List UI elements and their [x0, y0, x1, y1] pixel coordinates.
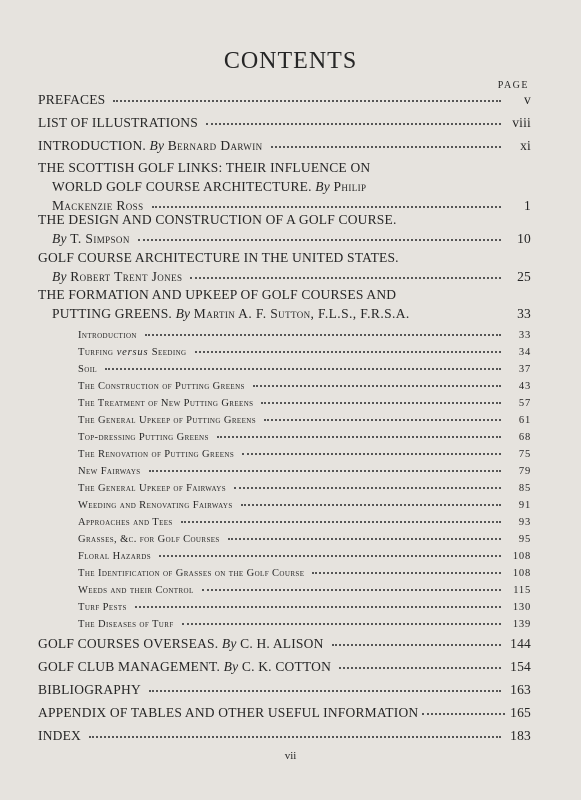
toc-subentry[interactable] — [78, 445, 531, 460]
toc-subentry[interactable] — [78, 598, 531, 613]
entry-title — [38, 636, 324, 652]
entry-page: 1 — [524, 198, 531, 213]
toc-entry-design-and-construction[interactable] — [38, 212, 531, 247]
leader-dots — [206, 113, 501, 125]
subentry-page: 34 — [518, 347, 531, 358]
subentry-title: The General Upkeep of Putting Greens — [78, 415, 257, 426]
leader-dots — [113, 90, 501, 102]
subentry-title: The Renovation of Putting Greens — [78, 449, 235, 460]
author-prefix: By — [223, 659, 239, 674]
leader-dots — [182, 613, 501, 625]
toc-subentry[interactable] — [78, 530, 531, 545]
subentry-page: 91 — [518, 500, 531, 511]
page-column-label: PAGE — [497, 80, 529, 91]
subentry-title: The Construction of Putting Greens — [78, 381, 245, 392]
leader-dots — [149, 680, 501, 692]
leader-dots — [195, 341, 502, 353]
entry-title — [38, 659, 331, 675]
subentry-page: 139 — [512, 619, 531, 630]
leader-dots — [149, 460, 501, 472]
leader-dots — [241, 494, 501, 506]
author-prefix: By — [149, 138, 165, 153]
entry-author-line — [38, 231, 130, 247]
toc-subentry[interactable] — [78, 581, 531, 596]
toc-subentry[interactable] — [78, 479, 531, 494]
entry-title-text: INTRODUCTION. — [38, 138, 146, 153]
toc-entry-scottish-golf-links[interactable] — [38, 160, 531, 214]
entry-author-cont: Mackenzie Ross — [52, 198, 144, 213]
entry-title-cont — [38, 306, 410, 322]
toc-subentry[interactable] — [78, 513, 531, 528]
leader-dots — [135, 596, 501, 608]
toc-subentry[interactable] — [78, 564, 531, 579]
entry-title: APPENDIX OF TABLES AND OTHER USEFUL INFORMATION — [38, 705, 419, 720]
entry-title: THE DESIGN AND CONSTRUCTION OF A GOLF COURSE. — [38, 212, 397, 227]
subentry-title-part: Seeding — [151, 347, 187, 358]
toc-entry-formation-and-upkeep[interactable] — [38, 287, 531, 322]
entry-author: T. Simpson — [70, 231, 130, 246]
leader-dots — [234, 477, 501, 489]
leader-dots — [145, 324, 501, 336]
subentry-title: Introduction — [78, 330, 137, 341]
leader-dots — [242, 443, 501, 455]
leader-dots — [190, 267, 501, 279]
entry-page: 165 — [510, 705, 531, 720]
entry-author: Robert Trent Jones — [70, 269, 183, 284]
entry-title-cont — [38, 179, 366, 195]
leader-dots — [312, 562, 501, 574]
entry-title: THE SCOTTISH GOLF LINKS: THEIR INFLUENCE ON — [38, 160, 371, 175]
leader-dots — [228, 528, 501, 540]
entry-author: Bernard Darwin — [167, 138, 263, 153]
author-prefix: By — [221, 636, 237, 651]
entry-title — [38, 138, 263, 154]
leader-dots — [339, 657, 501, 669]
subentry-page: 85 — [518, 483, 531, 494]
toc-subentry[interactable] — [78, 496, 531, 511]
subentry-page: 57 — [518, 398, 531, 409]
leader-dots — [253, 375, 501, 387]
subentry-title-italic: versus — [116, 347, 149, 358]
leader-dots — [138, 229, 501, 241]
entry-title-line2: WORLD GOLF COURSE ARCHITECTURE. — [52, 179, 312, 194]
subentry-page: 130 — [512, 602, 531, 613]
toc-entry-golf-courses-overseas[interactable] — [38, 636, 531, 652]
subentry-title-part: Turfing — [78, 347, 114, 358]
subentry-page: 37 — [518, 364, 531, 375]
author-prefix: By — [315, 179, 330, 194]
leader-dots — [181, 511, 501, 523]
author-prefix: By — [52, 269, 67, 284]
toc-entry-bibliography[interactable] — [38, 682, 531, 698]
entry-title-line2: PUTTING GREENS. — [52, 306, 172, 321]
subentry-title: The Treatment of New Putting Greens — [78, 398, 254, 409]
leader-dots — [105, 358, 501, 370]
leader-dots — [217, 426, 501, 438]
entry-title: THE FORMATION AND UPKEEP OF GOLF COURSES AND — [38, 287, 397, 302]
entry-page: 25 — [517, 269, 531, 284]
toc-subentry[interactable] — [78, 394, 531, 409]
entry-page: 10 — [517, 231, 531, 246]
toc-subentry[interactable] — [78, 326, 531, 341]
subentry-title: The Identification of Grasses on the Golf Course — [78, 568, 305, 579]
toc-subentry[interactable] — [78, 411, 531, 426]
entry-page: viii — [512, 115, 531, 130]
subentry-title: The Diseases of Turf — [78, 619, 174, 630]
leader-dots — [271, 136, 502, 148]
subentry-page: 75 — [518, 449, 531, 460]
subentry-title: Soil — [78, 364, 98, 375]
entry-page: xi — [520, 138, 531, 153]
entry-author: Martin A. F. Sutton, F.L.S., F.R.S.A. — [193, 306, 410, 321]
toc-entry-introduction[interactable] — [38, 138, 531, 154]
toc-entry-prefaces[interactable] — [38, 92, 531, 108]
toc-entry-index[interactable] — [38, 728, 531, 744]
subentry-title: Turf Pests — [78, 602, 127, 613]
entry-page: v — [524, 92, 531, 107]
leader-dots — [422, 703, 505, 715]
page-number: vii — [284, 750, 297, 762]
entry-title-text: GOLF COURSES OVERSEAS. — [38, 636, 219, 651]
toc-subentry[interactable] — [78, 615, 531, 630]
subentry-page: 33 — [518, 330, 531, 341]
page-title: CONTENTS — [223, 48, 358, 74]
subentry-title — [78, 347, 187, 358]
entry-page: 154 — [510, 659, 531, 674]
subentry-title: Top-dressing Putting Greens — [78, 432, 209, 443]
author-prefix: By — [52, 231, 67, 246]
subentry-page: 93 — [518, 517, 531, 528]
subentry-title: New Fairways — [78, 466, 141, 477]
subentry-page: 43 — [518, 381, 531, 392]
subentry-title: The General Upkeep of Fairways — [78, 483, 227, 494]
subentry-page: 68 — [518, 432, 531, 443]
leader-dots — [261, 392, 501, 404]
subentry-title: Weeding and Renovating Fairways — [78, 500, 233, 511]
entry-author-line — [38, 269, 182, 285]
subentry-page: 95 — [518, 534, 531, 545]
subentry-page: 108 — [512, 551, 531, 562]
leader-dots — [202, 579, 501, 591]
leader-dots — [89, 726, 501, 738]
entry-page: 33 — [517, 306, 531, 321]
entry-page: 163 — [510, 682, 531, 697]
entry-author: C. H. ALISON — [240, 636, 324, 651]
author-prefix: By — [175, 306, 191, 321]
subentry-page: 79 — [518, 466, 531, 477]
entry-title: PREFACES — [38, 92, 106, 107]
toc-subentry[interactable] — [78, 462, 531, 477]
toc-entry-list-of-illustrations[interactable] — [38, 115, 531, 131]
leader-dots — [159, 545, 501, 557]
toc-subentry[interactable] — [78, 360, 531, 375]
entry-page: 144 — [510, 636, 531, 651]
subentry-title: Weeds and their Control — [78, 585, 194, 596]
entry-title: GOLF COURSE ARCHITECTURE IN THE UNITED STATES. — [38, 250, 399, 265]
entry-title-text: GOLF CLUB MANAGEMENT. — [38, 659, 221, 674]
toc-subentry[interactable] — [78, 343, 531, 358]
toc-subentry[interactable] — [78, 377, 531, 392]
entry-author: Philip — [333, 179, 367, 194]
leader-dots — [264, 409, 501, 421]
entry-page: 183 — [510, 728, 531, 743]
subentry-title: Floral Hazards — [78, 551, 151, 562]
entry-author: C. K. COTTON — [241, 659, 332, 674]
subentry-page: 108 — [512, 568, 531, 579]
toc-entry-architecture-united-states[interactable] — [38, 250, 531, 285]
toc-subentry[interactable] — [78, 428, 531, 443]
subentry-page: 61 — [518, 415, 531, 426]
subentry-page: 115 — [513, 585, 531, 596]
toc-subentry[interactable] — [78, 547, 531, 562]
entry-title: INDEX — [38, 728, 81, 743]
entry-title: LIST OF ILLUSTRATIONS — [38, 115, 198, 130]
subentry-title: Grasses, &c. for Golf Courses — [78, 534, 220, 545]
entry-title: BIBLIOGRAPHY — [38, 682, 141, 697]
subentry-title: Approaches and Tees — [78, 517, 173, 528]
leader-dots — [152, 196, 502, 208]
toc-entry-golf-club-management[interactable] — [38, 659, 531, 675]
leader-dots — [332, 634, 501, 646]
toc-entry-appendix[interactable] — [38, 705, 531, 721]
